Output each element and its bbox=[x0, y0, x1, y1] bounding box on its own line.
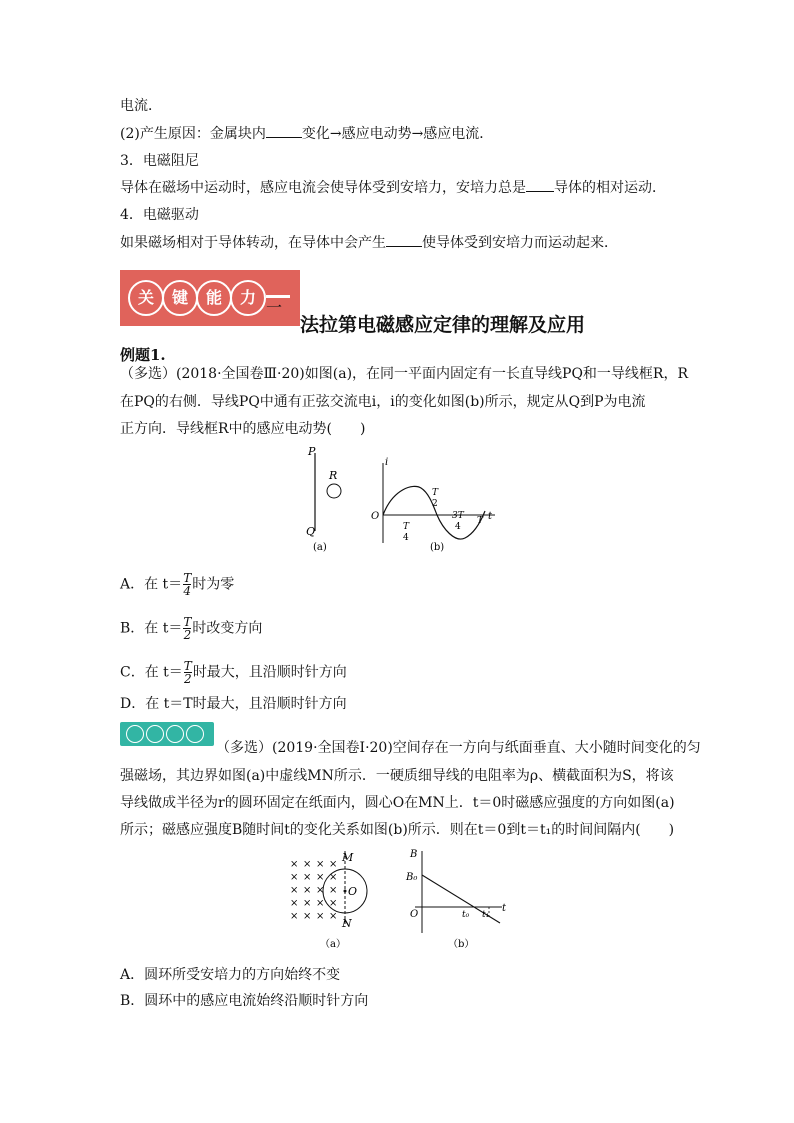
field-cross: × bbox=[329, 859, 338, 870]
fill-blank bbox=[266, 123, 302, 138]
tick-four-b: 4 bbox=[455, 522, 461, 532]
heading-electromagnetic-drive: 4．电磁驱动 bbox=[120, 207, 199, 223]
banner-char: 键 bbox=[162, 280, 198, 316]
field-cross: × bbox=[303, 872, 312, 883]
label-t: t bbox=[488, 511, 493, 522]
banner-char: 力 bbox=[230, 280, 266, 316]
field-cross: × bbox=[303, 859, 312, 870]
field-cross: × bbox=[290, 859, 299, 870]
field-cross: × bbox=[303, 898, 312, 909]
label-n: N bbox=[342, 917, 352, 930]
label-t1: t₁ bbox=[482, 910, 490, 920]
field-cross: × bbox=[329, 885, 338, 896]
option-b: B．在 t＝ $\frac{T}{2}$ 时改变方向 bbox=[120, 615, 263, 642]
example-figure bbox=[295, 443, 505, 558]
label-p: P bbox=[308, 445, 316, 458]
practice-figure bbox=[280, 845, 510, 957]
practice-text-2: 强磁场，其边界如图(a)中虚线MN所示．一硬质细导线的电阻率为ρ、横截面积为S，将该 bbox=[120, 768, 674, 784]
field-cross: × bbox=[316, 885, 325, 896]
option-a: A．在 t＝ $\frac{T}{4}$ 时为零 bbox=[120, 571, 235, 598]
intro-line-4: 如果磁场相对于导体转动，在导体中会产生 使导体受到安培力而运动起来． bbox=[120, 232, 618, 253]
field-cross: × bbox=[316, 859, 325, 870]
field-cross: × bbox=[303, 885, 312, 896]
practice-text-3: 导线做成半径为r的圆环固定在纸面内，圆心O在MN上．t＝0时磁感应强度的方向如图(a) bbox=[120, 795, 675, 811]
label-i: i bbox=[385, 457, 389, 468]
magnetic-field-crosses bbox=[290, 859, 337, 922]
label-m: M bbox=[342, 851, 354, 864]
field-cross: × bbox=[303, 911, 312, 922]
field-cross: × bbox=[316, 898, 325, 909]
label-t0: t₀ bbox=[462, 910, 470, 920]
label-b: B bbox=[410, 849, 418, 860]
tag-dot bbox=[166, 725, 184, 743]
tick-two: 2 bbox=[432, 499, 438, 509]
field-cross: × bbox=[329, 898, 338, 909]
example-text-3: 正方向．导线框R中的感应电动势( ) bbox=[120, 421, 366, 437]
tag-dot bbox=[126, 725, 144, 743]
banner-char: 能 bbox=[196, 280, 232, 316]
banner-char: 关 bbox=[128, 280, 164, 316]
label-o: O bbox=[348, 885, 358, 898]
option-c: C．在 t＝ $\frac{T}{2}$ 时最大，且沿顺时针方向 bbox=[120, 659, 347, 686]
field-cross: × bbox=[290, 898, 299, 909]
field-cross: × bbox=[329, 911, 338, 922]
tag-dot bbox=[146, 725, 164, 743]
caption-a: （a） bbox=[320, 939, 346, 950]
tick-3t-over-4: 3T bbox=[452, 511, 464, 521]
banner-dash: 一 bbox=[266, 295, 290, 298]
practice-text-4: 所示；磁感应强度B随时间t的变化关系如图(b)所示．则在t＝0到t＝t₁的时间间隔内( ) bbox=[120, 822, 675, 838]
loop-r bbox=[327, 484, 341, 498]
practice-option-b: B．圆环中的感应电流始终沿顺时针方向 bbox=[120, 993, 369, 1009]
example-label: 例题1. bbox=[120, 346, 166, 364]
tick-t: T bbox=[477, 516, 484, 526]
center-dot bbox=[344, 890, 347, 893]
field-cross: × bbox=[290, 911, 299, 922]
label-t: t bbox=[502, 903, 507, 914]
label-q: Q bbox=[306, 525, 316, 538]
field-cross: × bbox=[316, 872, 325, 883]
caption-a: (a) bbox=[313, 542, 327, 553]
section-title: 法拉第电磁感应定律的理解及应用 bbox=[300, 314, 586, 336]
label-b0: B₀ bbox=[406, 872, 418, 883]
tick-t-over-2: T bbox=[432, 488, 439, 498]
heading-electromagnetic-damping: 3．电磁阻尼 bbox=[120, 153, 199, 169]
fill-blank bbox=[386, 232, 422, 247]
field-cross: × bbox=[290, 885, 299, 896]
label-r: R bbox=[329, 469, 338, 482]
fraction: $\frac{T}{4}$ bbox=[183, 571, 192, 598]
practice-tag bbox=[120, 722, 214, 746]
fraction: $\frac{T}{2}$ bbox=[183, 659, 192, 686]
fill-blank bbox=[526, 177, 554, 192]
example-text-1: （多选）(2018·全国卷Ⅲ·20)如图(a)，在同一平面内固定有一长直导线PQ和一导线框R，R bbox=[120, 366, 689, 382]
caption-b: （b） bbox=[448, 939, 475, 950]
field-cross: × bbox=[316, 911, 325, 922]
tag-dot bbox=[186, 725, 204, 743]
example-text-2: 在PQ的右侧．导线PQ中通有正弦交流电i，i的变化如图(b)所示，规定从Q到P为电流 bbox=[120, 394, 646, 410]
tick-t-over-4: T bbox=[403, 522, 410, 532]
field-cross: × bbox=[329, 872, 338, 883]
key-ability-banner bbox=[120, 270, 300, 326]
label-o: O bbox=[371, 511, 380, 522]
intro-line-3: 导体在磁场中运动时，感应电流会使导体受到安培力，安培力总是 导体的相对运动． bbox=[120, 177, 666, 198]
intro-line-2: (2)产生原因：金属块内 变化→感应电动势→感应电流． bbox=[120, 123, 493, 144]
intro-line-1: 电流． bbox=[120, 98, 162, 114]
practice-text-1: （多选）(2019·全国卷Ⅰ·20)空间存在一方向与纸面垂直、大小随时间变化的匀 bbox=[216, 740, 701, 756]
field-cross: × bbox=[290, 872, 299, 883]
tick-four: 4 bbox=[403, 533, 409, 543]
option-d: D．在 t＝T时最大，且沿顺时针方向 bbox=[120, 696, 347, 712]
practice-option-a: A．圆环所受安培力的方向始终不变 bbox=[120, 967, 341, 983]
fraction: $\frac{T}{2}$ bbox=[183, 615, 192, 642]
label-o2: O bbox=[410, 909, 419, 920]
caption-b: (b) bbox=[430, 542, 445, 553]
